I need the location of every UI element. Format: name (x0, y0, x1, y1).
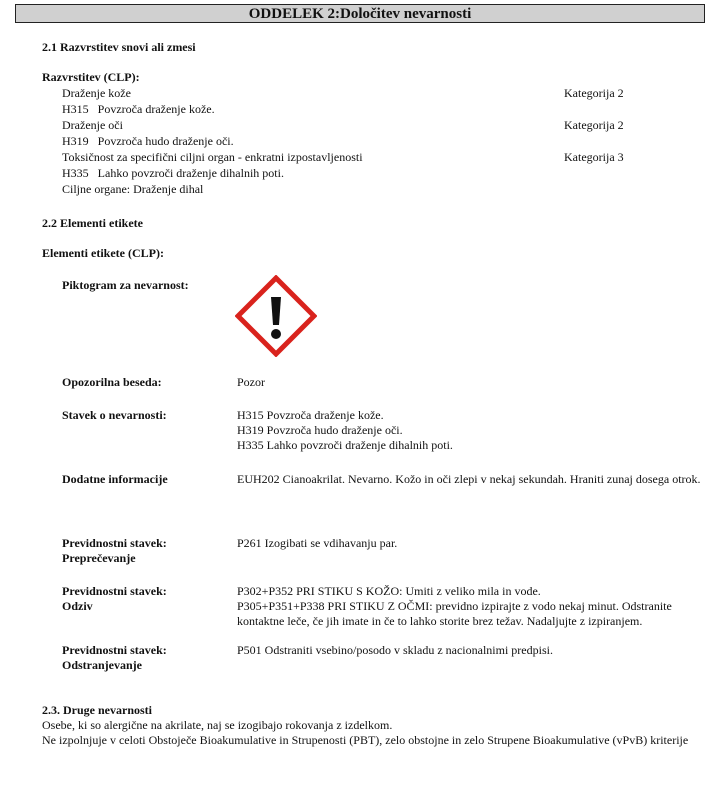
additional-info-label: Dodatne informacije (62, 472, 168, 486)
hazard-statement-line: H315 Povzroča draženje kože. (237, 408, 384, 422)
section-2-3-heading: 2.3. Druge nevarnosti (42, 703, 152, 717)
classification-category: Kategorija 2 (564, 118, 624, 132)
precaution-prevention-text: P261 Izogibati se vdihavanju par. (237, 536, 398, 550)
precaution-response-label (62, 584, 167, 614)
precaution-label-line: Previdnostni stavek: (62, 536, 167, 550)
other-hazards-line: Ne izpolnjuje v celoti Obstoječe Bioakumulative in Strupenosti (PBT), zelo obstojne in zelo Strupene Bioakumulative (vPvB) kriterije (42, 733, 689, 747)
precaution-response-line: P302+P352 PRI STIKU S KOŽO: Umiti z veliko mila in vode. (237, 584, 541, 598)
target-organ: Ciljne organe: Draženje dihal (62, 182, 204, 196)
hazard-statement-line: H319 Povzroča hudo draženje oči. (237, 423, 403, 437)
precaution-label-line: Previdnostni stavek: (62, 643, 167, 657)
section-header: ODDELEK 2:Določitev nevarnosti (15, 4, 705, 23)
precaution-label-line: Odstranjevanje (62, 658, 142, 672)
precaution-disposal-label (62, 643, 167, 673)
hazard-code: H335 (62, 166, 89, 180)
signal-word-label: Opozorilna beseda: (62, 375, 162, 389)
signal-word-value: Pozor (237, 375, 265, 389)
hazard-code: H319 (62, 134, 89, 148)
section-2-2-heading: 2.2 Elementi etikete (42, 216, 143, 230)
precaution-label-line: Preprečevanje (62, 551, 136, 565)
clp-label-elements-heading: Elementi etikete (CLP): (42, 246, 164, 260)
hazard-statement (62, 134, 234, 149)
hazard-statement (62, 166, 284, 181)
clp-classification-heading: Razvrstitev (CLP): (42, 70, 140, 84)
additional-info-text: EUH202 Cianoakrilat. Nevarno. Kožo in oči zlepi v nekaj sekundah. Hraniti zunaj dosega otrok. (237, 472, 701, 486)
hazard-code: H315 (62, 102, 89, 116)
precaution-prevention-label (62, 536, 167, 566)
classification-name: Draženje kože (62, 86, 131, 100)
section-2-1-heading: 2.1 Razvrstitev snovi ali zmesi (42, 40, 196, 54)
pictogram-label: Piktogram za nevarnost: (62, 278, 189, 292)
precaution-disposal-text: P501 Odstraniti vsebino/posodo v skladu z nacionalnimi predpisi. (237, 643, 553, 657)
classification-category: Kategorija 2 (564, 86, 624, 100)
precaution-label-line: Odziv (62, 599, 93, 613)
hazard-text: Povzroča draženje kože. (97, 102, 215, 116)
hazard-text: Povzroča hudo draženje oči. (97, 134, 234, 148)
hazard-statement-line: H335 Lahko povzroči draženje dihalnih poti. (237, 438, 453, 452)
precaution-label-line: Previdnostni stavek: (62, 584, 167, 598)
other-hazards-line: Osebe, ki so alergične na akrilate, naj se izogibajo rokovanja z izdelkom. (42, 718, 393, 732)
classification-category: Kategorija 3 (564, 150, 624, 164)
classification-name: Toksičnost za specifični ciljni organ - enkratni izpostavljenosti (62, 150, 363, 164)
hazard-statements-label: Stavek o nevarnosti: (62, 408, 167, 422)
hazard-text: Lahko povzroči draženje dihalnih poti. (97, 166, 284, 180)
precaution-response-line: P305+P351+P338 PRI STIKU Z OČMI: previdno izpirajte z vodo nekaj minut. Odstranite kontaktne leče, če jih imate in če to lahko storite brez težav. Nadaljujte z izpiranjem. (237, 599, 672, 628)
classification-name: Draženje oči (62, 118, 123, 132)
ghs07-exclamation-icon (235, 275, 317, 357)
hazard-statement (62, 102, 215, 117)
